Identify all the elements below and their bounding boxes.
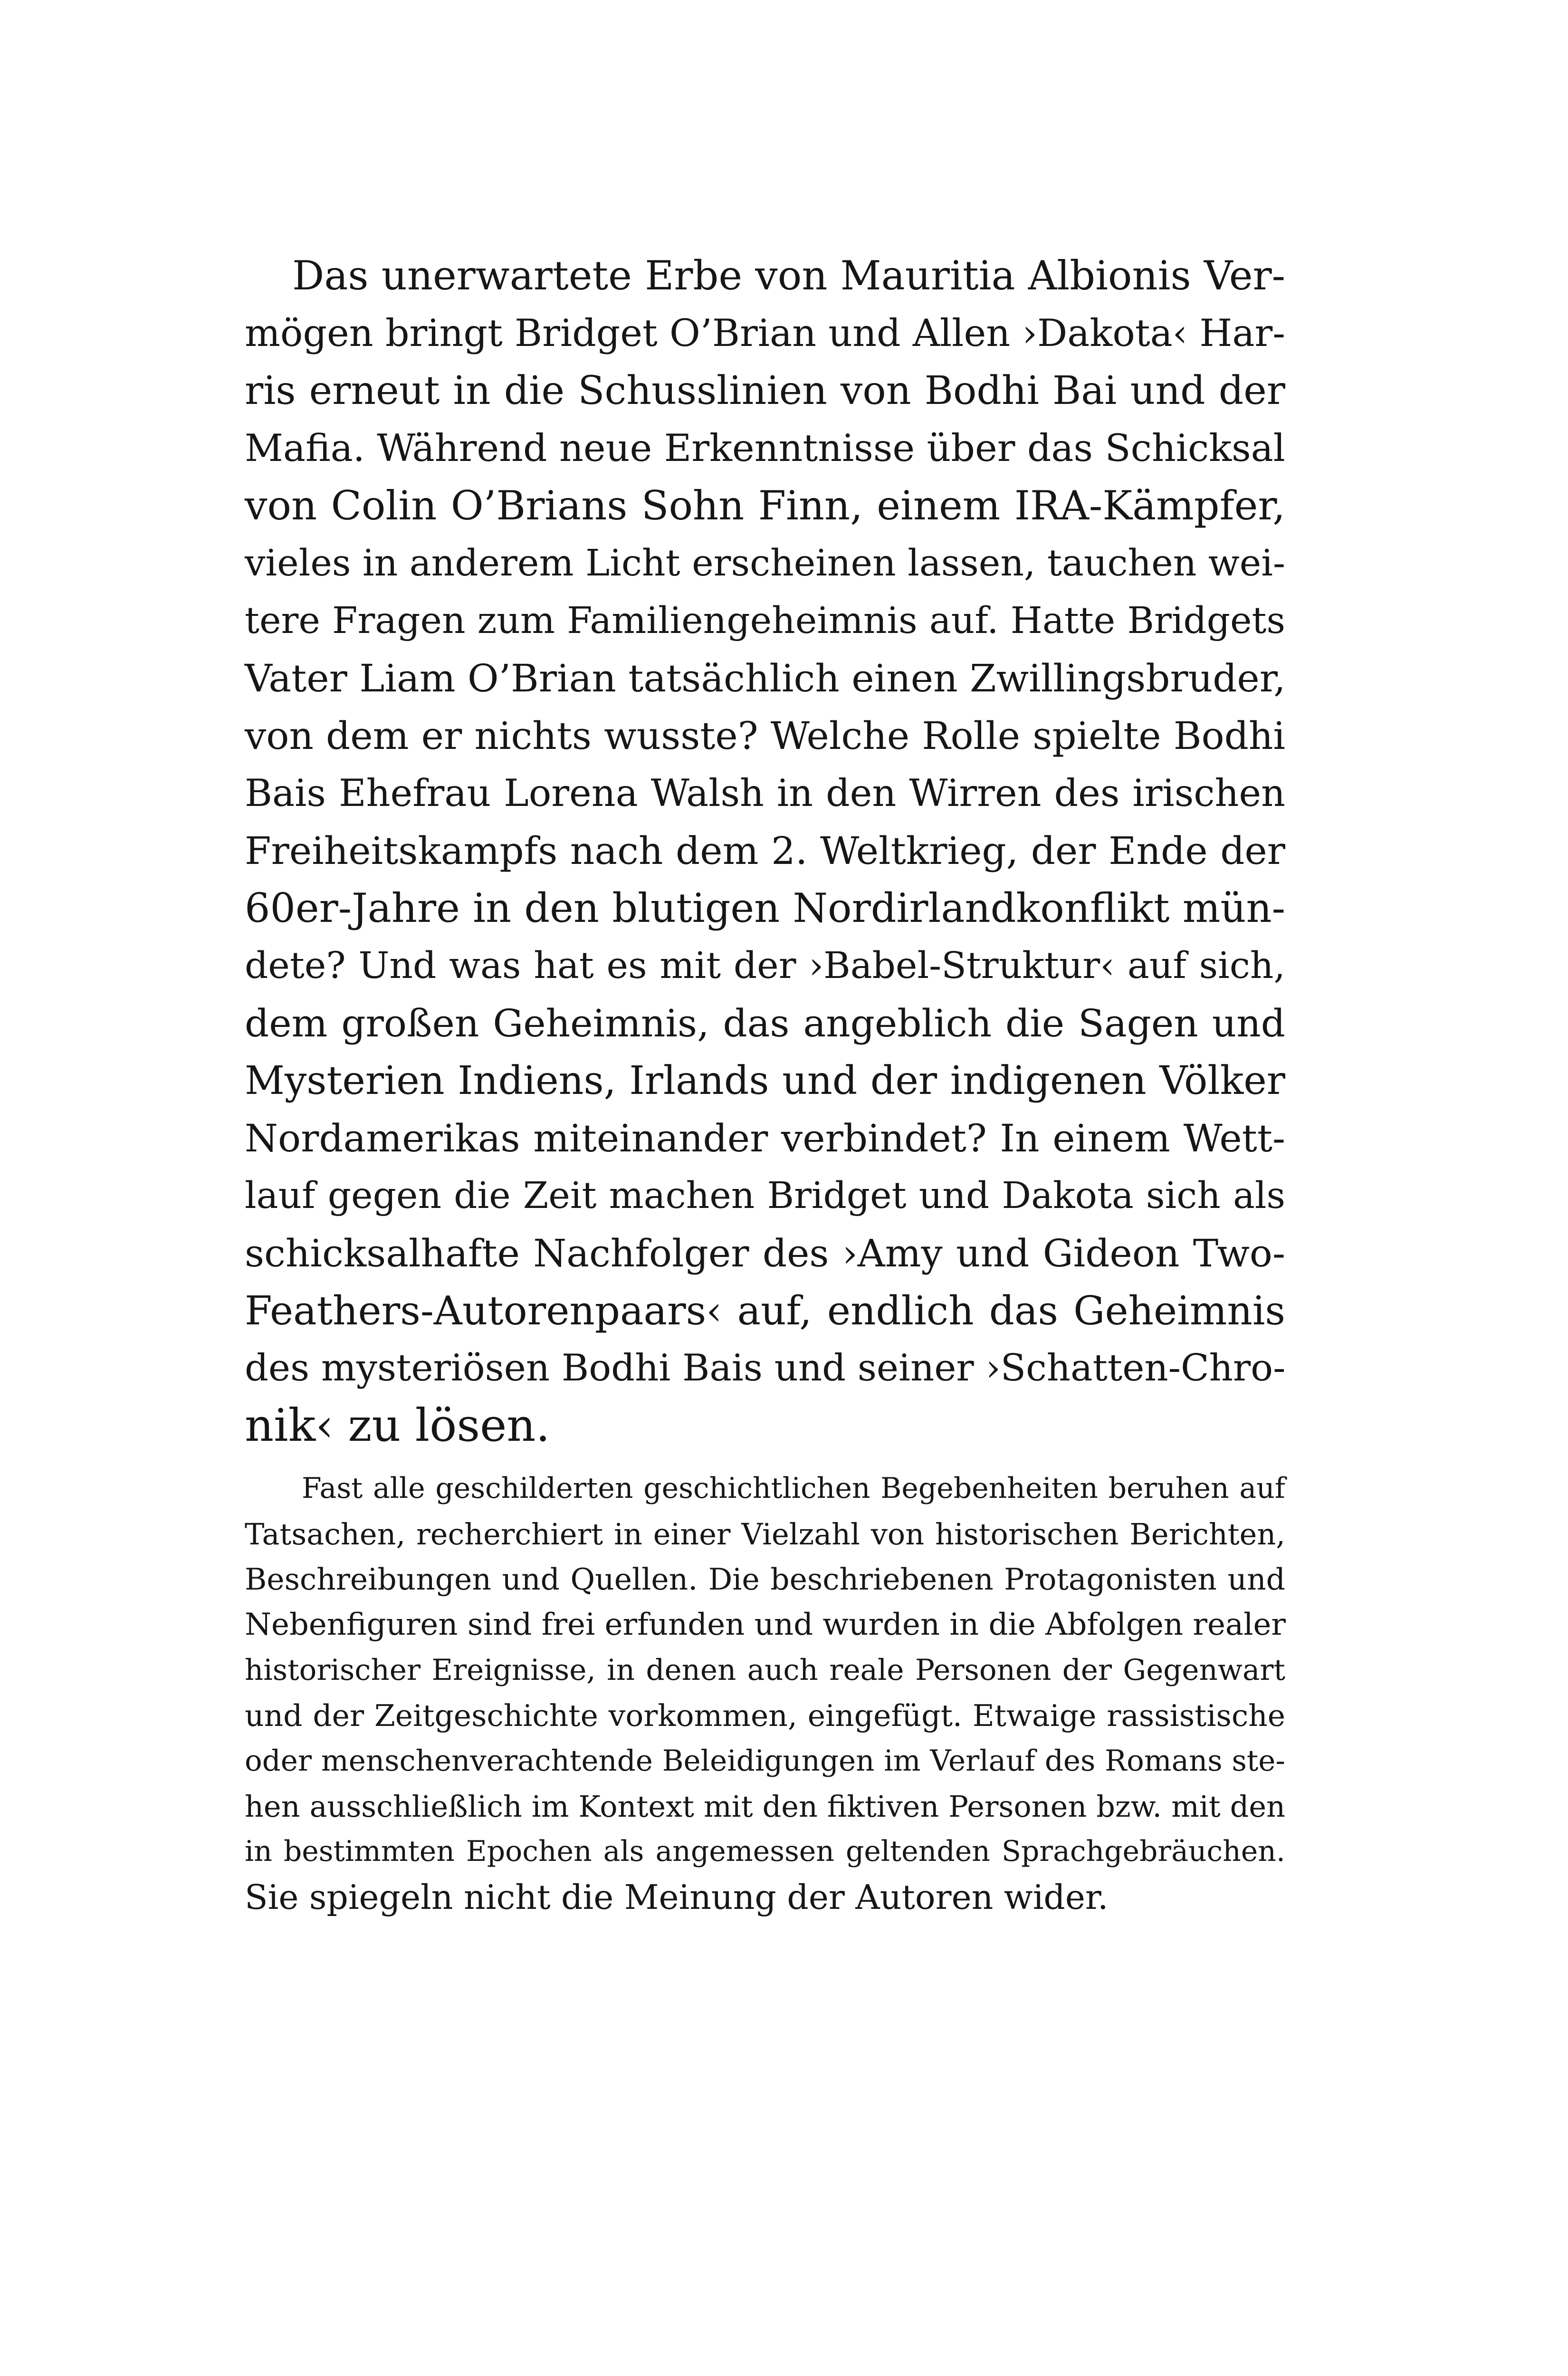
disclaimer-paragraph (245, 1466, 1285, 1920)
blurb-line: Mafia. Während neue Erkenntnisse über das Schicksal (245, 426, 1285, 470)
blurb-line: Vater Liam O’Brian tatsächlich einen Zwillingsbruder, (245, 656, 1286, 700)
disclaimer-line: historischer Ereignisse, in denen auch reale Personen der Gegenwart (245, 1653, 1285, 1687)
disclaimer-line: Nebenfiguren sind frei erfunden und wurden in die Abfolgen realer (245, 1607, 1286, 1642)
disclaimer-line: Tatsachen, recherchiert in einer Vielzahl von historischen Berichten, (245, 1516, 1285, 1552)
blurb-line: Nordamerikas miteinander verbindet? In einem Wett- (245, 1116, 1285, 1160)
blurb-line: von Colin O’Brians Sohn Finn, einem IRA-Kämpfer, (245, 482, 1285, 529)
disclaimer-line: Fast alle geschilderten geschichtlichen Begebenheiten beruhen auf (302, 1472, 1285, 1505)
blurb-line: dem großen Geheimnis, das angeblich die Sagen und (245, 1001, 1285, 1045)
blurb-line: vieles in anderem Licht erscheinen lassen, tauchen wei- (245, 542, 1285, 584)
blurb-line: Feathers-Autorenpaars‹ auf, endlich das Geheimnis (245, 1288, 1285, 1334)
blurb-line: schicksalhafte Nachfolger des ›Amy und Gideon Two- (245, 1231, 1285, 1275)
blurb-line: Das unerwartete Erbe von Mauritia Albionis Ver- (292, 252, 1285, 299)
disclaimer-line: in bestimmten Epochen als angemessen geltenden Sprachgebräuchen. (245, 1835, 1285, 1868)
blurb-line: nik‹ zu lösen. (245, 1399, 550, 1452)
blurb-line: mögen bringt Bridget O’Brian und Allen ›Dakota‹ Har- (245, 311, 1285, 355)
blurb-line: lauf gegen die Zeit machen Bridget und Dakota sich als (245, 1175, 1285, 1217)
disclaimer-line: und der Zeitgeschichte vorkommen, eingefügt. Etwaige rassistische (245, 1698, 1285, 1733)
blurb-line: ris erneut in die Schusslinien von Bodhi Bai und der (245, 368, 1285, 413)
blurb-line: Bais Ehefrau Lorena Walsh in den Wirren des irischen (245, 771, 1285, 815)
disclaimer-line: oder menschenverachtende Beleidigungen im Verlauf des Romans ste- (245, 1744, 1285, 1778)
blurb-line: von dem er nichts wusste? Welche Rolle spielte Bodhi (245, 714, 1285, 758)
disclaimer-line: Sie spiegeln nicht die Meinung der Autoren wider. (245, 1877, 1109, 1917)
blurb-paragraph (245, 247, 1285, 1455)
disclaimer-line: hen ausschließlich im Kontext mit den fiktiven Personen bzw. mit den (245, 1789, 1285, 1824)
disclaimer-line: Beschreibungen und Quellen. Die beschriebenen Protagonisten und (245, 1562, 1285, 1597)
blurb-line: Mysterien Indiens, Irlands und der indigenen Völker (245, 1058, 1285, 1103)
blurb-line: dete? Und was hat es mit der ›Babel-Struktur‹ auf sich, (245, 945, 1285, 987)
blurb-line: Freiheitskampfs nach dem 2. Weltkrieg, der Ende der (245, 829, 1285, 873)
blurb-line: des mysteriösen Bodhi Bais und seiner ›Schatten-Chro- (245, 1347, 1286, 1389)
blurb-line: tere Fragen zum Familiengeheimnis auf. Hatte Bridgets (245, 600, 1285, 642)
blurb-line: 60er-Jahre in den blutigen Nordirlandkonflikt mün- (245, 885, 1285, 931)
